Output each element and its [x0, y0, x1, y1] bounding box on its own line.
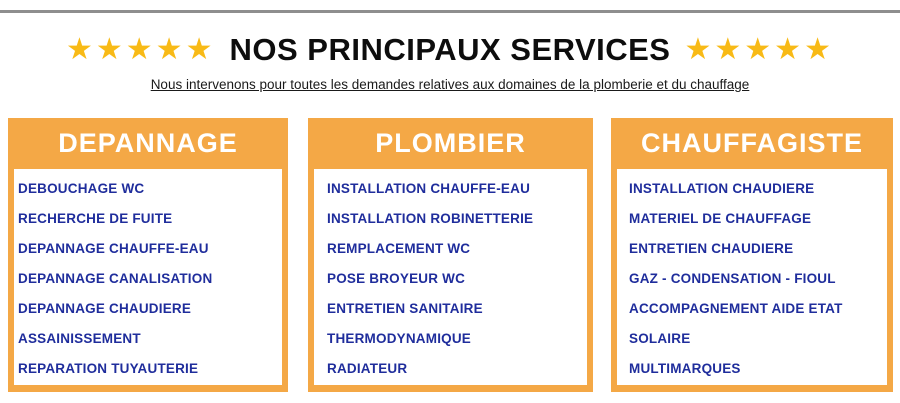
panel-depannage-list: [14, 169, 282, 385]
service-item: SOLAIRE: [629, 331, 691, 346]
panel-plombier-list: [314, 169, 587, 385]
panel-plombier: [308, 118, 593, 392]
top-divider: [0, 10, 900, 13]
service-item: DEPANNAGE CANALISATION: [18, 271, 213, 286]
service-item: INSTALLATION CHAUDIERE: [629, 181, 815, 196]
panel-depannage: [8, 118, 288, 392]
service-item: ACCOMPAGNEMENT AIDE ETAT: [629, 301, 843, 316]
service-item: THERMODYNAMIQUE: [327, 331, 471, 346]
panel-chauffagiste-list: [617, 169, 887, 385]
service-item: DEPANNAGE CHAUDIERE: [18, 301, 192, 316]
service-item: MATERIEL DE CHAUFFAGE: [629, 211, 812, 226]
service-item: DEBOUCHAGE WC: [18, 181, 145, 196]
panel-depannage-title: DEPANNAGE: [58, 128, 238, 158]
service-item: INSTALLATION CHAUFFE-EAU: [327, 181, 531, 196]
page-title: NOS PRINCIPAUX SERVICES: [229, 31, 671, 67]
service-item: RADIATEUR: [327, 361, 408, 376]
panel-plombier-title: PLOMBIER: [375, 128, 526, 158]
section-subtitle: Nous intervenons pour toutes les demandes relatives aux domaines de la plomberie et du chauffage: [150, 77, 750, 92]
service-item: ENTRETIEN CHAUDIERE: [629, 241, 794, 256]
service-item: POSE BROYEUR WC: [327, 271, 466, 286]
service-item: REPARATION TUYAUTERIE: [18, 361, 199, 376]
service-item: DEPANNAGE CHAUFFE-EAU: [18, 241, 209, 256]
service-item: RECHERCHE DE FUITE: [18, 211, 173, 226]
panel-chauffagiste-title: CHAUFFAGISTE: [640, 128, 863, 158]
service-panels: [8, 118, 893, 392]
service-item: INSTALLATION ROBINETTERIE: [327, 211, 534, 226]
stars-left-icon: ★★★★★: [66, 33, 216, 66]
service-item: GAZ - CONDENSATION - FIOUL: [629, 271, 836, 286]
service-item: MULTIMARQUES: [629, 361, 741, 376]
service-item: ENTRETIEN SANITAIRE: [327, 301, 483, 316]
panel-chauffagiste: [611, 118, 893, 392]
service-item: REMPLACEMENT WC: [327, 241, 471, 256]
section-header: [0, 28, 900, 70]
stars-right-icon: ★★★★★: [684, 33, 834, 66]
service-item: ASSAINISSEMENT: [18, 331, 141, 346]
